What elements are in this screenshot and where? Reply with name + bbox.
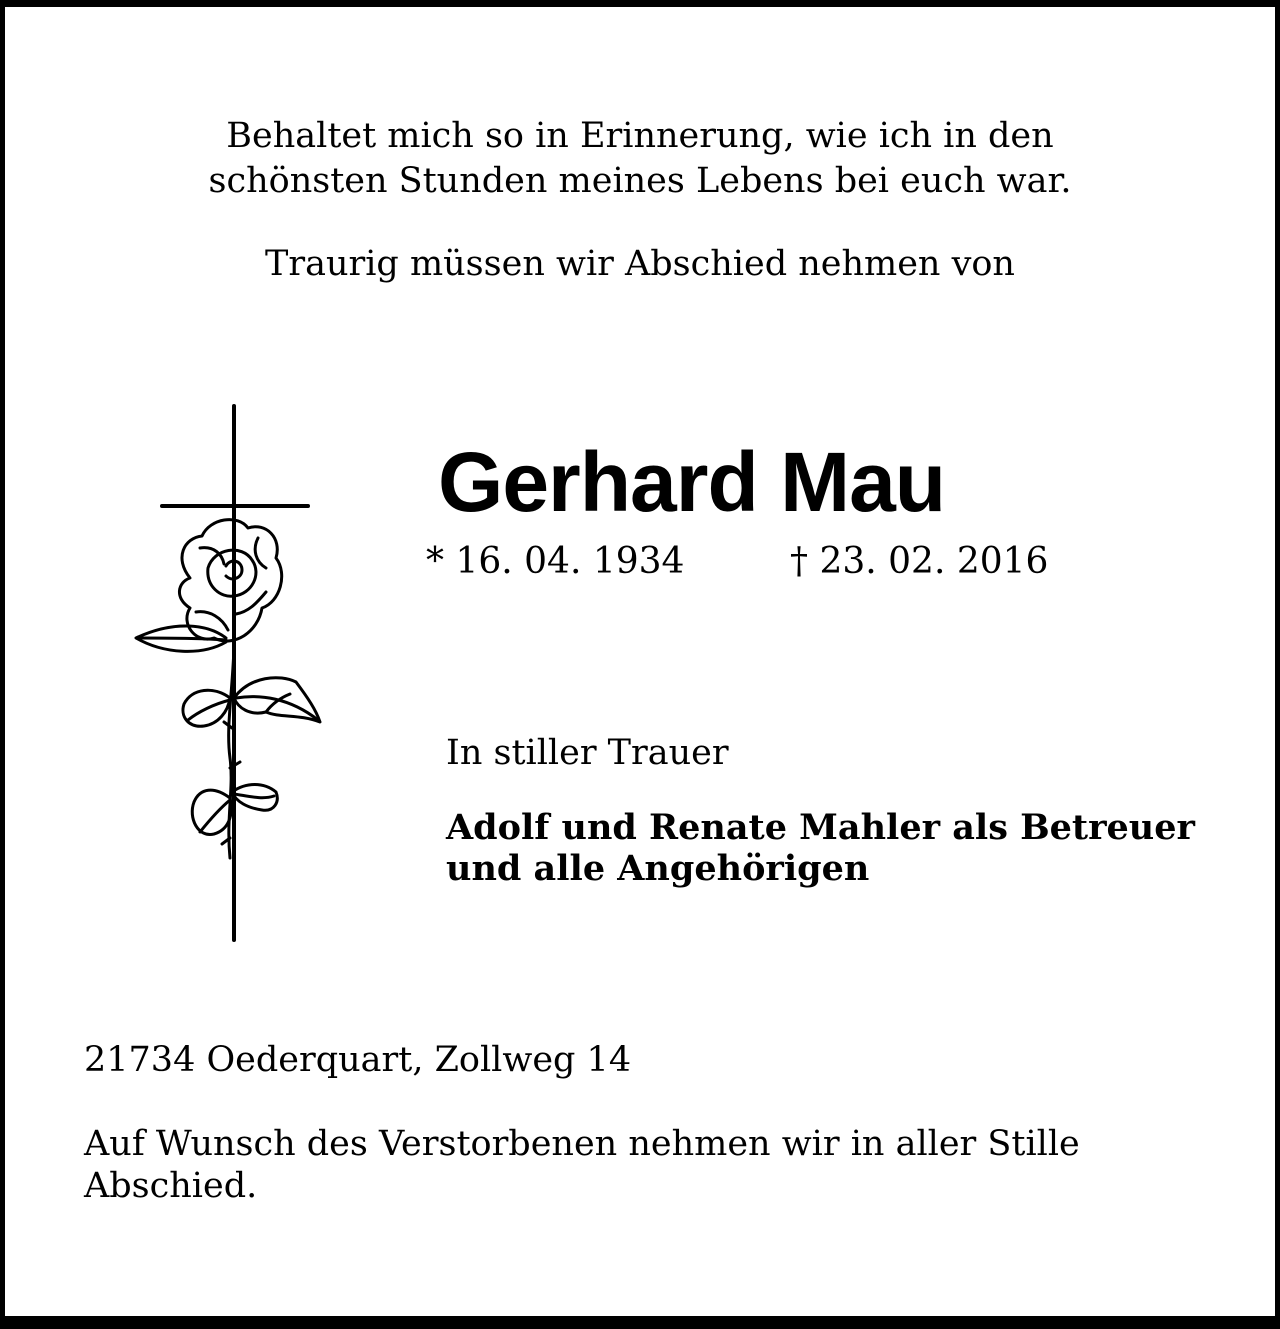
mourners-line-2: und alle Angehörigen (446, 848, 870, 889)
deceased-name: Gerhard Mau (438, 435, 946, 529)
closing-line-2: Abschied. (84, 1166, 258, 1206)
mourners-intro: In stiller Trauer (446, 733, 729, 773)
closing-line-1: Auf Wunsch des Verstorbenen nehmen wir in aller Stille (84, 1124, 1080, 1164)
intro-text: Traurig müssen wir Abschied nehmen von (265, 244, 1015, 284)
address: 21734 Oederquart, Zollweg 14 (84, 1040, 632, 1080)
birth-date: * 16. 04. 1934 (426, 541, 685, 582)
death-date: † 23. 02. 2016 (790, 541, 1049, 582)
mourners-line-1: Adolf und Renate Mahler als Betreuer (446, 807, 1195, 848)
motto-line-2: schönsten Stunden meines Lebens bei euch war. (208, 161, 1072, 201)
motto-line-1: Behaltet mich so in Erinnerung, wie ich in den (226, 116, 1054, 156)
cross-with-rose-icon (130, 398, 330, 948)
